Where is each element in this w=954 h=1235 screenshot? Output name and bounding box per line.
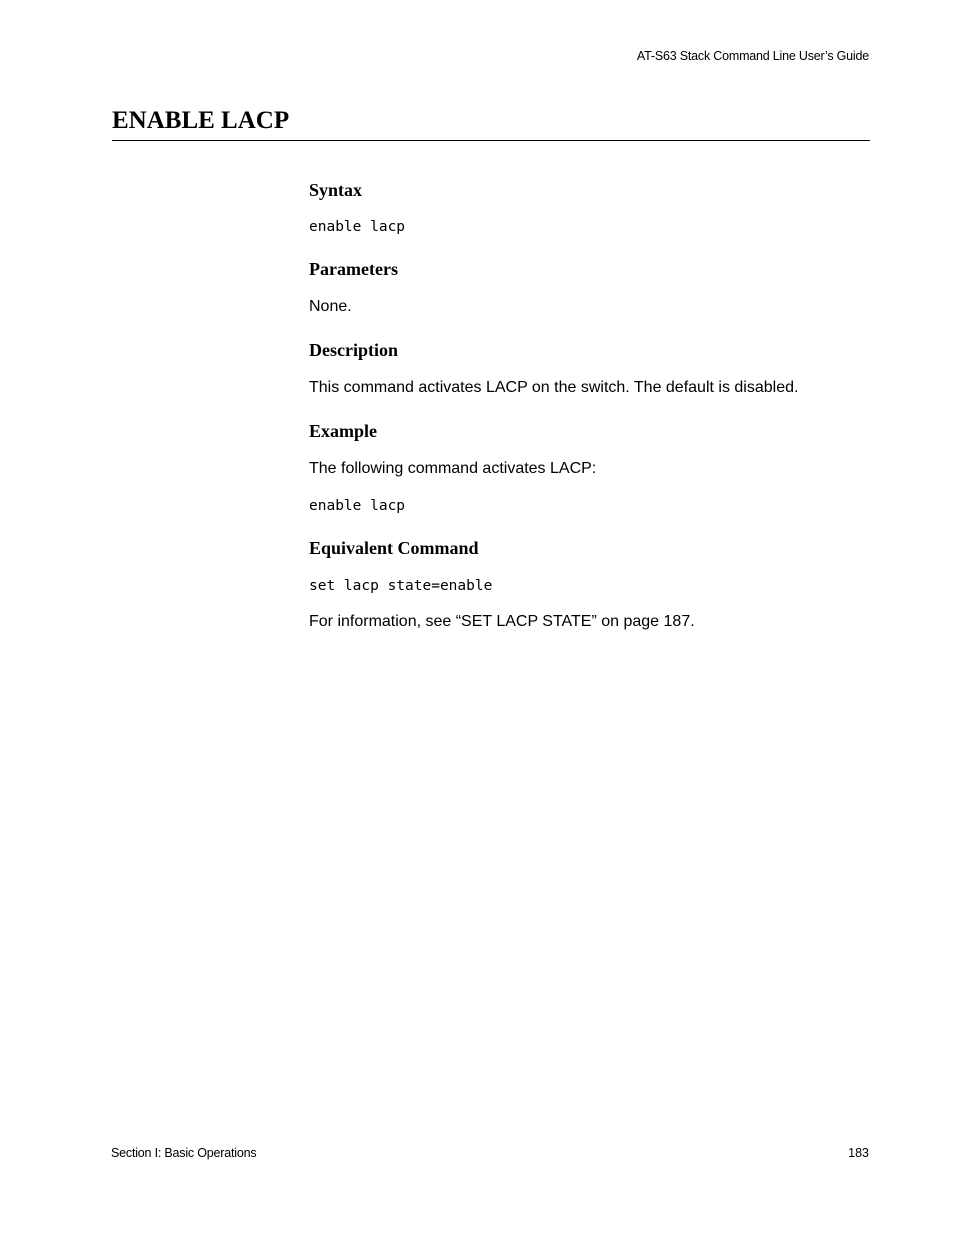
running-header: AT-S63 Stack Command Line User’s Guide (636, 49, 869, 63)
footer-page-number: 183 (848, 1146, 869, 1160)
example-text: The following command activates LACP: (309, 460, 597, 477)
equivalent-command-code: set lacp state=enable (309, 578, 493, 594)
example-heading: Example (309, 421, 378, 441)
parameters-heading: Parameters (309, 259, 398, 279)
description-heading: Description (309, 340, 398, 360)
page-title: ENABLE LACP (112, 107, 290, 134)
equivalent-command-heading: Equivalent Command (309, 538, 479, 558)
parameters-text: None. (309, 298, 352, 315)
syntax-code: enable lacp (309, 219, 406, 235)
syntax-heading: Syntax (309, 180, 363, 200)
example-code: enable lacp (309, 498, 406, 514)
equivalent-command-reference: For information, see “SET LACP STATE” on page 187. (309, 613, 695, 630)
footer-section-label: Section I: Basic Operations (111, 1146, 257, 1160)
title-divider (112, 140, 870, 141)
description-text: This command activates LACP on the switch. The default is disabled. (309, 379, 799, 396)
